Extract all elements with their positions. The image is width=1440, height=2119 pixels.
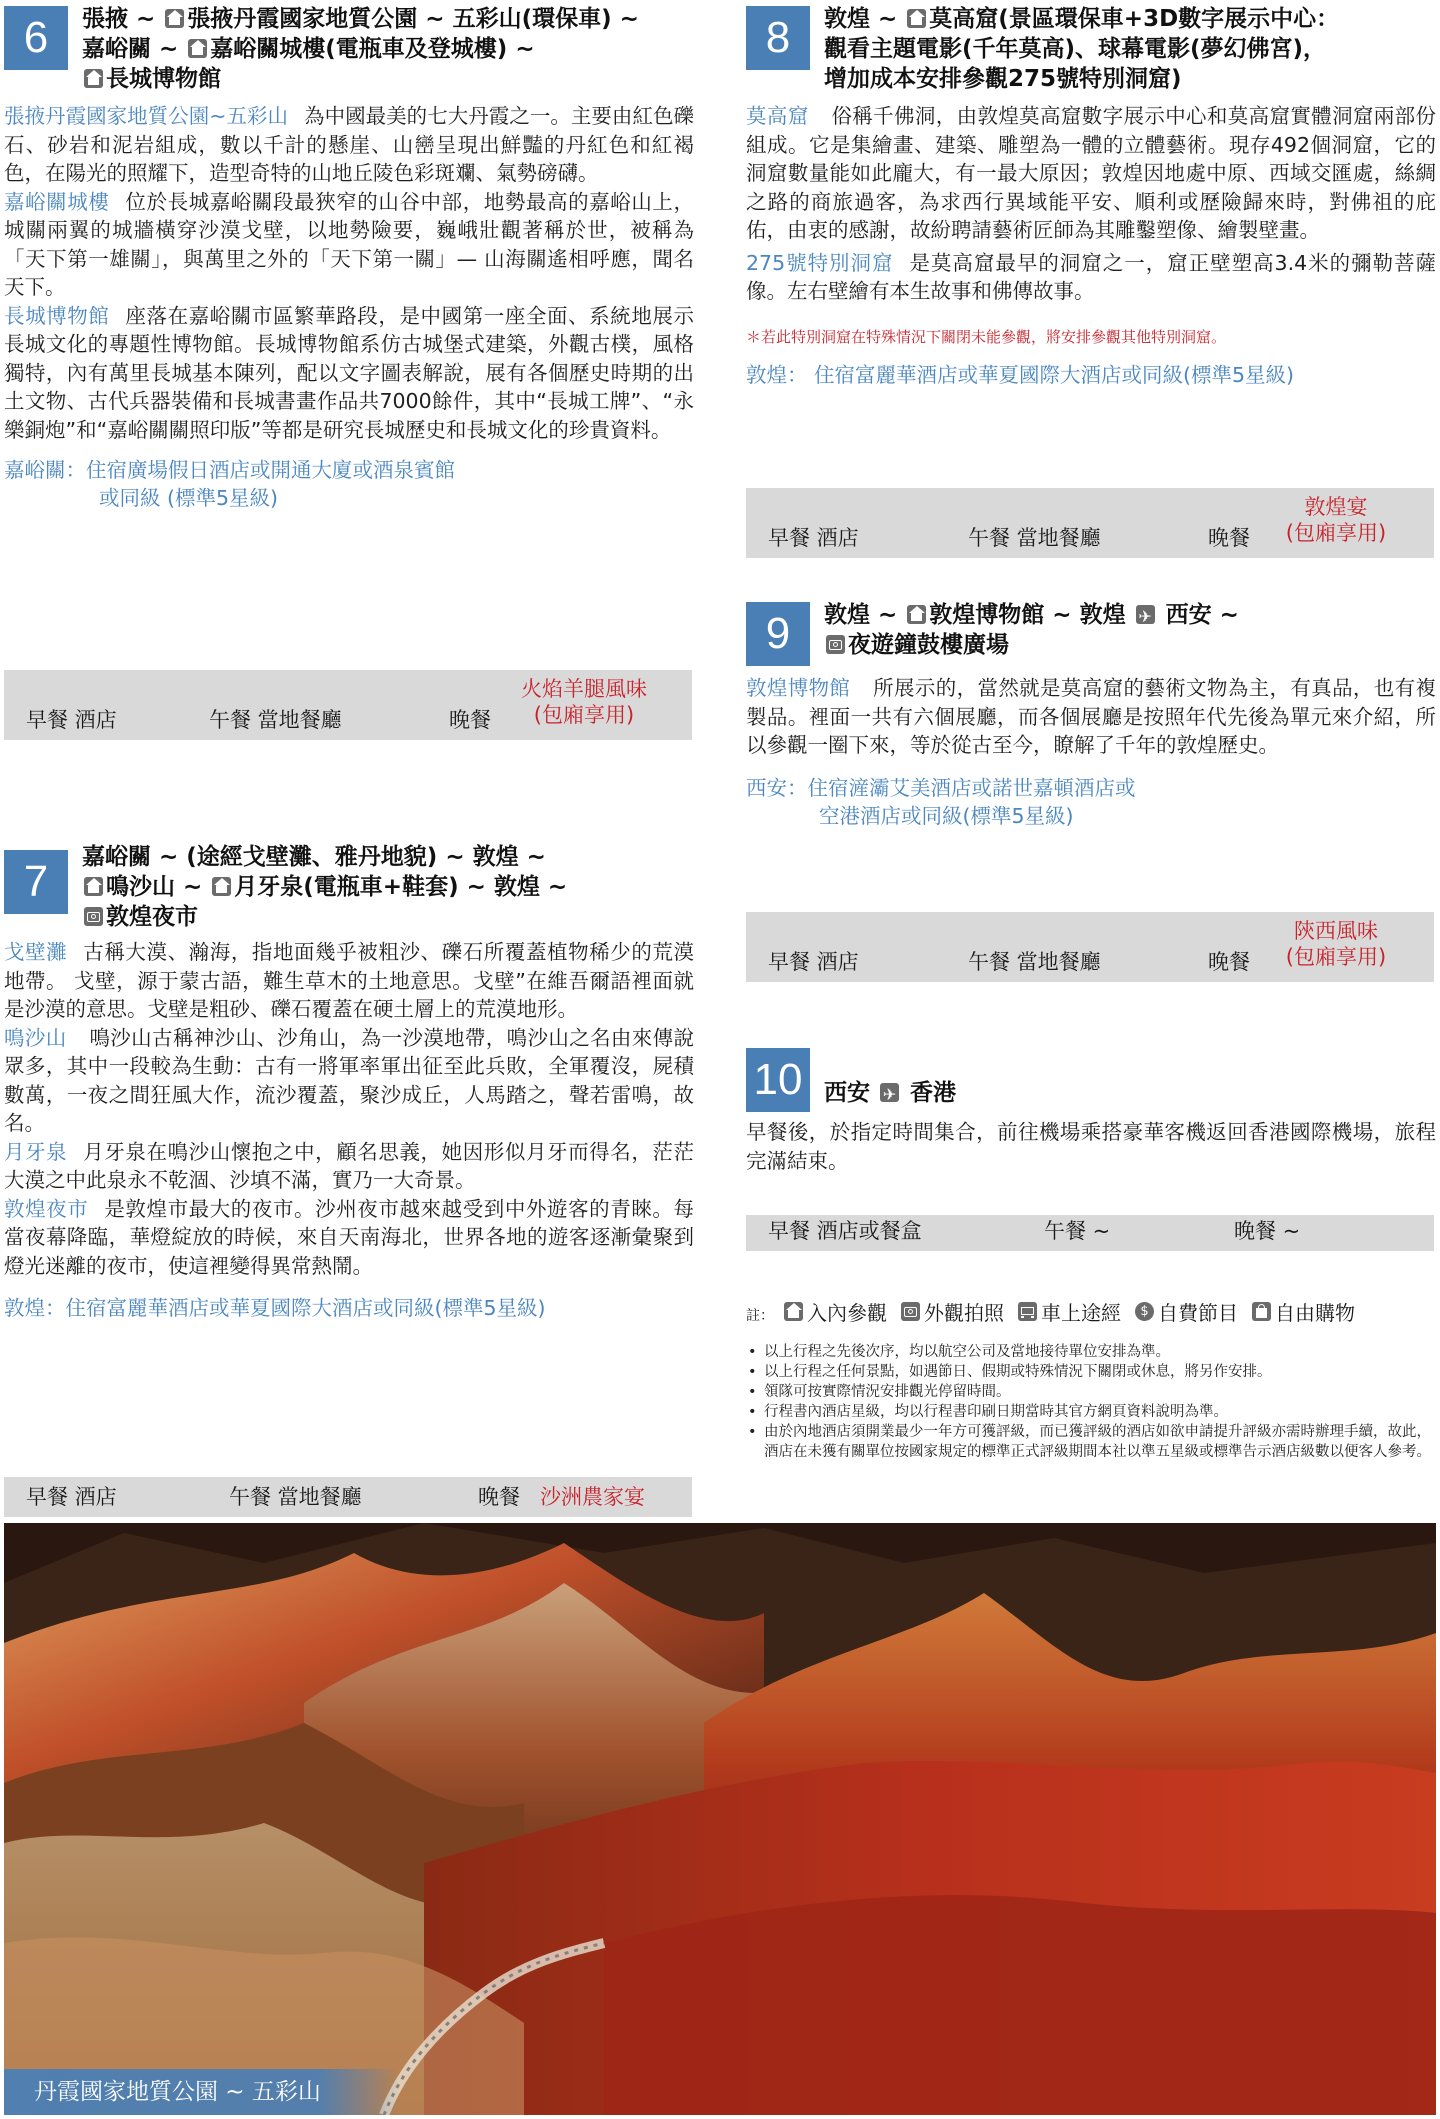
legend-text: 車上途經 — [1041, 1301, 1121, 1325]
footnote: • 以上行程之任何景點，如遇節日、假期或特殊情況下關閉或休息，將另作安排。 — [746, 1362, 1436, 1382]
breakfast: 早餐 酒店 — [26, 1485, 117, 1509]
day-title — [82, 842, 567, 932]
footnote: • 行程書內酒店星級，均以行程書印刷日期當時其官方網頁資料說明為準。 — [746, 1402, 1436, 1422]
cave-note: ＊若此特別洞窟在特殊情況下關閉未能參觀，將安排參觀其他特別洞窟。 — [746, 327, 1227, 346]
title-text: 月牙泉(電瓶車+鞋套) ~ 敦煌 ~ — [234, 874, 568, 900]
title-text: 香港 — [902, 1080, 957, 1106]
attraction-text: 位於長城嘉峪關段最狹窄的山谷中部，地勢最高的嘉峪山上，城關兩翼的城牆橫穿沙漠戈壁，以地勢險要，巍峨壯觀著稱於世，被稱為「天下第一雄關」，與萬里之外的「天下第一關」— 山海關遙相呼應，聞名天下。 — [4, 189, 695, 299]
legend-item — [782, 1297, 887, 1326]
attraction-text: 所展示的，當然就是莫高窟的藝術文物為主，有真品，也有複製品。裡面一共有六個展廳，而各個展廳是按照年代先後為單元來介紹，所以參觀一圈下來，等於從古至今，瞭解了千年的敦煌歷史。 — [746, 676, 1437, 757]
legend-text: 自由購物 — [1275, 1301, 1355, 1325]
attraction-text: 為中國最美的七大丹霞之一。主要由紅色礫石、砂岩和泥岩組成，數以千計的懸崖、山巒呈現出鮮豔的丹紅色和紅褐色，在陽光的照耀下，造型奇特的山地丘陵色彩斑斕、氣勢磅礴。 — [4, 104, 695, 185]
attraction-paragraph — [4, 1024, 694, 1138]
hotel-info — [4, 456, 694, 512]
breakfast: 早餐 酒店 — [768, 950, 859, 974]
lunch: 午餐 當地餐廳 — [968, 950, 1101, 974]
attraction-text: 座落在嘉峪關市區繁華路段，是中國第一座全面、系統地展示長城文化的專題性博物館。長城博物館系仿古城堡式建築，外觀古樸，風格獨特，內有萬里長城基本陳列，配以文字圖表解說，展有各個歷史時期的出土文物、古代兵器裝備和長城書畫作品共7000餘件，其中“長城工牌”、“永樂銅炮”和“嘉峪關關照印版”等都是研究長城歷史和長城文化的珍貴資料。 — [4, 303, 695, 442]
attraction-paragraph — [746, 102, 1436, 245]
attraction-paragraph — [4, 102, 694, 188]
meals-bar — [4, 1477, 692, 1517]
dinner-special — [509, 676, 659, 728]
day-7-header — [4, 844, 694, 932]
house-icon — [165, 9, 184, 28]
dinner-special — [1261, 494, 1411, 546]
day-number: 10 — [746, 1048, 810, 1112]
attraction-text: 月牙泉在鳴沙山懷抱之中，顧名思義，她因形似月牙而得名，茫茫大漠之中此泉永不乾涸、沙填不滿，實乃一大奇景。 — [4, 1139, 695, 1192]
dinner-note: (包廂享用) — [1285, 521, 1387, 545]
footnote: • 以上行程之先後次序，均以航空公司及當地接待單位安排為準。 — [746, 1342, 1436, 1362]
house-icon — [84, 69, 103, 88]
day-title — [824, 1078, 956, 1108]
attraction-name: 張掖丹霞國家地質公園~五彩山 — [4, 104, 289, 128]
photo-caption: 丹霞國家地質公園 ~ 五彩山 — [4, 2069, 399, 2115]
legend-label: 註： — [746, 1307, 774, 1324]
lunch: 午餐 當地餐廳 — [209, 708, 342, 732]
day-number: 8 — [746, 6, 810, 70]
attraction-paragraph — [4, 1195, 694, 1281]
attraction-name: 275號特別洞窟 — [746, 250, 894, 275]
dinner: 晚餐 ~ — [1234, 1219, 1301, 1243]
meals-bar — [4, 670, 692, 740]
meals-bar — [746, 1215, 1434, 1251]
title-text: 敦煌博物館 ~ 敦煌 — [929, 602, 1134, 628]
legend-text: 入內參觀 — [807, 1301, 887, 1325]
lunch: 午餐 ~ — [1044, 1219, 1111, 1243]
hotel-text: 或同級 (標準5星級) — [99, 486, 279, 510]
hotel-text: 嘉峪關：住宿廣場假日酒店或開通大廈或酒泉賓館 — [4, 458, 455, 482]
title-text: 嘉峪關 ~ — [82, 36, 187, 62]
plane-icon — [1136, 605, 1155, 624]
legend-text: 外觀拍照 — [924, 1301, 1004, 1325]
lunch: 午餐 當地餐廳 — [229, 1485, 362, 1509]
bus-icon — [1018, 1302, 1037, 1321]
hotel-text: 敦煌： 住宿富麗華酒店或華夏國際大酒店或同級(標準5星級) — [746, 362, 1295, 387]
title-text: 張掖丹霞國家地質公園 ~ 五彩山(環保車) ~ — [187, 6, 639, 32]
title-text: 西安 ~ — [1157, 602, 1239, 628]
day-number: 7 — [4, 850, 68, 914]
day-6-header — [4, 4, 694, 94]
dinner-note: (包廂享用) — [533, 703, 635, 727]
legend-item — [1016, 1297, 1121, 1326]
house-icon — [907, 605, 926, 624]
title-text: 觀看主題電影(千年莫高)、球幕電影(夢幻佛宮)， — [824, 36, 1327, 62]
dinner-special-name: 敦煌宴 — [1304, 495, 1368, 519]
day-title — [824, 4, 1339, 94]
dinner-special-name: 陝西風味 — [1294, 919, 1378, 943]
attraction-paragraph — [4, 188, 694, 302]
camera-icon — [826, 635, 845, 654]
danxia-landscape — [4, 1523, 1436, 2115]
hotel-text: 敦煌：住宿富麗華酒店或華夏國際大酒店或同級(標準5星級) — [4, 1296, 546, 1320]
title-text: 夜遊鐘鼓樓廣場 — [848, 632, 1009, 658]
dinner-label: 晚餐 — [478, 1485, 520, 1509]
hotel-info — [746, 361, 1436, 389]
footnotes — [746, 1342, 1436, 1462]
icon-legend — [746, 1297, 1367, 1326]
breakfast: 早餐 酒店或餐盒 — [768, 1219, 922, 1243]
hotel-text: 西安：住宿滻灞艾美酒店或諾世嘉頓酒店或 — [746, 775, 1136, 800]
hotel-info — [4, 1294, 694, 1322]
dinner-special: 沙洲農家宴 — [540, 1485, 645, 1509]
house-icon — [188, 39, 207, 58]
attraction-text: 是莫高窟最早的洞窟之一，窟正壁塑高3.4米的彌勒菩薩像。左右壁繪有本生故事和佛傳故事。 — [746, 250, 1436, 303]
day-number: 9 — [746, 602, 810, 666]
meals-bar — [746, 488, 1434, 558]
attraction-name: 敦煌博物館 — [746, 676, 851, 700]
day-8 — [746, 4, 1436, 389]
title-text: 張掖 ~ — [82, 6, 164, 32]
house-icon — [212, 877, 231, 896]
legend-item — [899, 1297, 1004, 1326]
attraction-paragraph — [4, 1138, 694, 1195]
title-text: 西安 — [824, 1080, 879, 1106]
attraction-text: 俗稱千佛洞，由敦煌莫高窟數字展示中心和莫高窟實體洞窟兩部份組成。它是集繪畫、建築、雕塑為一體的立體藝術。現存492個洞窟，它的洞窟數量能如此龐大，有一最大原因；敦煌因地處中原、西域交匯處，絲綢之路的商旅過客，為求西行異域能平安、順利或歷險歸來時，對佛祖的庇佑，由衷的感謝，故紛聘請藝術匠師為其雕鑿塑像、繪製壁畫。 — [746, 104, 1437, 242]
attraction-paragraph — [4, 938, 694, 1024]
attraction-name: 敦煌夜市 — [4, 1196, 89, 1221]
title-text: 嘉峪關城樓(電瓶車及登城樓) ~ — [210, 36, 535, 62]
attraction-paragraph — [746, 674, 1436, 760]
dinner-note: (包廂享用) — [1285, 945, 1387, 969]
title-text: 長城博物館 — [106, 66, 221, 92]
hotel-text: 空港酒店或同級(標準5星級) — [819, 803, 1074, 828]
danxia-photo — [4, 1523, 1436, 2115]
attraction-text: 是敦煌市最大的夜市。沙州夜市越來越受到中外遊客的青睞。每當夜幕降臨，華燈綻放的時候，來自天南海北，世界各地的遊客逐漸彙聚到燈光迷離的夜市，使這裡變得異常熱鬧。 — [4, 1196, 695, 1278]
breakfast: 早餐 酒店 — [768, 526, 859, 550]
day-10-text: 早餐後，於指定時間集合，前往機場乘搭豪華客機返回香港國際機場，旅程完滿結束。 — [746, 1120, 1436, 1173]
plane-icon — [880, 1083, 899, 1102]
day-title — [824, 600, 1239, 660]
shopping-icon — [1252, 1302, 1271, 1321]
attraction-name: 長城博物館 — [4, 303, 110, 328]
attraction-paragraph — [4, 302, 694, 445]
day-title — [82, 4, 639, 94]
title-text: 敦煌夜市 — [106, 904, 198, 930]
breakfast: 早餐 酒店 — [26, 708, 117, 732]
house-icon — [84, 877, 103, 896]
dinner-label: 晚餐 — [1208, 950, 1250, 974]
title-text: 莫高窟(景區環保車+3D數字展示中心： — [929, 6, 1340, 32]
dinner-special — [1261, 918, 1411, 970]
legend-item — [1250, 1297, 1355, 1326]
day-10 — [746, 1046, 1436, 1175]
attraction-name: 月牙泉 — [4, 1139, 68, 1164]
footnote: • 領隊可按實際情況安排觀光停留時間。 — [746, 1382, 1436, 1402]
house-icon — [784, 1302, 803, 1321]
footnote: • 由於內地酒店須開業最少一年方可獲評級，而已獲評級的酒店如欲申請提升評級亦需時辦理手續，故此，酒店在未獲有關單位按國家規定的標準正式評級期間本社以準五星級或標準告示酒店級數以便客人參考。 — [746, 1422, 1436, 1462]
day-10-header — [746, 1046, 1436, 1112]
attraction-name: 鳴沙山 — [4, 1025, 67, 1050]
camera-icon — [84, 907, 103, 926]
title-text: 敦煌 ~ — [824, 6, 906, 32]
attraction-name: 嘉峪關城樓 — [4, 189, 110, 214]
day-number: 6 — [4, 6, 68, 70]
meals-bar — [746, 912, 1434, 982]
title-text: 增加成本安排參觀275號特別洞窟) — [824, 66, 1182, 92]
lunch: 午餐 當地餐廳 — [968, 526, 1101, 550]
dinner-label: 晚餐 — [1208, 526, 1250, 550]
day-7 — [4, 844, 695, 1322]
day-8-header — [746, 4, 1436, 94]
legend-item — [1133, 1297, 1238, 1326]
title-text: 鳴沙山 ~ — [106, 874, 211, 900]
coin-icon — [1135, 1302, 1154, 1321]
attraction-text: 鳴沙山古稱神沙山、沙角山，為一沙漠地帶，鳴沙山之名由來傳說眾多，其中一段較為生動：古有一將軍率軍出征至此兵敗，全軍覆沒，屍積數萬，一夜之間狂風大作，流沙覆蓋，聚沙成丘，人馬踏之，聲若雷鳴，故名。 — [4, 1025, 695, 1135]
attraction-text: 古稱大漠、瀚海，指地面幾乎被粗沙、礫石所覆蓋植物稀少的荒漠地帶。 戈壁，源于蒙古語，難生草木的土地意思。戈壁”在維吾爾語裡面就是沙漠的意思。戈壁是粗砂、礫石覆蓋在硬土層上的荒漠地形。 — [4, 940, 695, 1021]
attraction-paragraph — [746, 249, 1436, 306]
house-icon — [907, 9, 926, 28]
legend-text: 自費節目 — [1158, 1301, 1238, 1325]
day-9 — [746, 600, 1436, 830]
title-text: 嘉峪關 ~ (途經戈壁灘、雅丹地貌) ~ 敦煌 ~ — [82, 844, 546, 870]
attraction-name: 莫高窟 — [746, 104, 809, 128]
day-6 — [4, 4, 694, 512]
hotel-info — [746, 774, 1436, 830]
attraction-name: 戈壁灘 — [4, 940, 68, 964]
day-9-header — [746, 600, 1436, 666]
dinner-label: 晚餐 — [449, 708, 491, 732]
dinner-special-name: 火焰羊腿風味 — [521, 677, 647, 701]
title-text: 敦煌 ~ — [824, 602, 906, 628]
camera-icon — [901, 1302, 920, 1321]
